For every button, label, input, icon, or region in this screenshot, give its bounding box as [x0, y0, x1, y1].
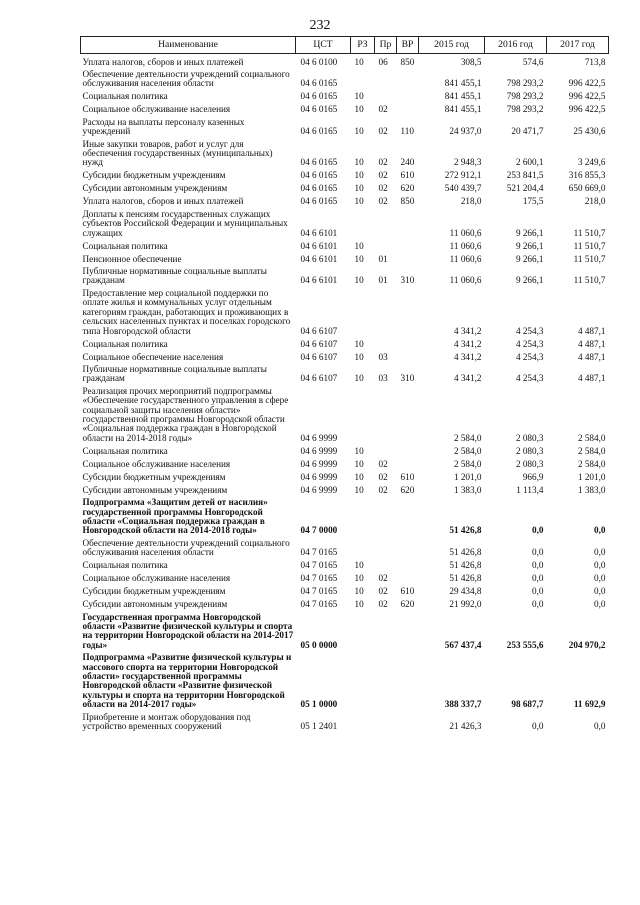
row-cst: 04 6 0165 [300, 104, 338, 115]
table-row [81, 349, 609, 362]
table-row [81, 181, 609, 194]
row-rz: 10 [354, 573, 364, 584]
row-2015: 218,0 [460, 196, 482, 207]
row-pr [375, 207, 397, 238]
table-row [81, 469, 609, 482]
row-2016: 4 254,3 [515, 351, 544, 362]
row-cst: 04 6 6107 [300, 373, 338, 384]
row-2017: 3 249,6 [577, 157, 606, 168]
row-2016: 0,0 [532, 525, 544, 536]
table-row [81, 650, 609, 709]
row-rz [351, 67, 375, 89]
table-row [81, 571, 609, 584]
header-cst: ЦСТ [296, 37, 351, 54]
row-rz [351, 495, 375, 536]
row-name: Субсидии автономным учреждениям [82, 484, 228, 495]
row-2017: 996 422,5 [568, 78, 606, 89]
row-vr [397, 456, 419, 469]
row-name: Публичные нормативные социальные выплаты гражданам [82, 363, 267, 384]
row-cst: 05 1 0000 [300, 699, 338, 710]
row-name: Субсидии автономным учреждениям [82, 599, 228, 610]
row-pr: 02 [378, 104, 388, 115]
row-cst: 04 7 0165 [300, 560, 338, 571]
row-cst: 04 7 0165 [300, 573, 338, 584]
row-2017: 11 510,7 [573, 240, 606, 251]
table-row [81, 456, 609, 469]
row-vr: 620 [400, 183, 415, 194]
row-rz: 10 [354, 91, 364, 102]
row-2015: 2 584,0 [453, 432, 482, 443]
row-2016: 253 841,5 [506, 170, 544, 181]
row-cst: 04 6 6107 [300, 351, 338, 362]
row-pr: 02 [378, 183, 388, 194]
row-cst: 04 6 0100 [300, 56, 338, 67]
row-pr: 03 [378, 351, 388, 362]
budget-table [80, 36, 609, 731]
row-2017: 4 487,1 [577, 338, 606, 349]
row-2016: 9 266,1 [515, 240, 544, 251]
row-name: Субсидии бюджетным учреждениям [82, 170, 226, 181]
row-pr [375, 67, 397, 89]
row-vr [397, 443, 419, 456]
row-rz: 10 [354, 458, 364, 469]
row-2017: 996 422,5 [568, 104, 606, 115]
row-pr [375, 238, 397, 251]
row-vr [397, 67, 419, 89]
row-2017: 0,0 [594, 547, 606, 558]
table-row [81, 710, 609, 732]
row-2017: 0,0 [594, 586, 606, 597]
row-2017: 11 510,7 [573, 275, 606, 286]
header-vr: ВР [397, 37, 419, 54]
row-2017: 1 383,0 [577, 484, 606, 495]
row-rz: 10 [354, 484, 364, 495]
row-vr: 310 [400, 275, 415, 286]
row-name: Обеспечение деятельности учреждений социального обслуживания населения области [82, 537, 290, 558]
table-row [81, 286, 609, 336]
row-2017: 11 510,7 [573, 253, 606, 264]
table-row [81, 597, 609, 610]
row-cst: 05 1 2401 [300, 721, 338, 732]
table-row [81, 102, 609, 115]
row-cst: 04 6 6101 [300, 227, 338, 238]
row-rz: 10 [354, 126, 364, 137]
row-2016: 0,0 [532, 547, 544, 558]
row-pr [375, 384, 397, 443]
table-row [81, 238, 609, 251]
table-row [81, 207, 609, 238]
row-2015: 29 434,8 [449, 586, 482, 597]
row-vr [397, 207, 419, 238]
row-cst: 04 6 9999 [300, 484, 338, 495]
row-2016: 0,0 [532, 573, 544, 584]
row-2017: 316 855,3 [568, 170, 606, 181]
row-2017: 2 584,0 [577, 432, 606, 443]
row-cst: 04 6 0165 [300, 91, 338, 102]
row-vr [397, 610, 419, 651]
row-2017: 2 584,0 [577, 445, 606, 456]
row-rz [351, 286, 375, 336]
row-cst: 04 7 0165 [300, 599, 338, 610]
row-cst: 04 6 0165 [300, 170, 338, 181]
row-name: Социальное обслуживание населения [82, 104, 231, 115]
row-pr [375, 336, 397, 349]
row-2016: 798 293,2 [506, 104, 544, 115]
row-name: Субсидии автономным учреждениям [82, 183, 228, 194]
row-2017: 0,0 [594, 573, 606, 584]
row-2016: 2 080,3 [515, 458, 544, 469]
row-pr: 02 [378, 484, 388, 495]
row-cst: 04 6 6101 [300, 275, 338, 286]
row-cst: 04 7 0165 [300, 586, 338, 597]
table-row [81, 362, 609, 384]
row-2016: 2 600,1 [515, 157, 544, 168]
row-2016: 574,6 [522, 56, 544, 67]
row-name: Пенсионное обеспечение [82, 253, 182, 264]
row-cst: 04 6 9999 [300, 471, 338, 482]
row-2015: 51 426,8 [449, 525, 482, 536]
row-rz [351, 207, 375, 238]
row-cst: 04 7 0165 [300, 547, 338, 558]
row-2015: 11 060,6 [449, 275, 482, 286]
row-rz: 10 [354, 599, 364, 610]
row-cst: 04 7 0000 [300, 525, 338, 536]
row-2017: 996 422,5 [568, 91, 606, 102]
table-row [81, 264, 609, 286]
row-rz [351, 610, 375, 651]
row-2015: 21 992,0 [449, 599, 482, 610]
row-rz [351, 536, 375, 558]
row-rz: 10 [354, 338, 364, 349]
row-vr: 850 [400, 56, 415, 67]
row-cst: 04 6 0165 [300, 196, 338, 207]
row-pr: 02 [378, 458, 388, 469]
row-2016: 98 687,7 [511, 699, 544, 710]
row-name: Иные закупки товаров, работ и услуг для обеспечения государственных (муниципальных) нужд [82, 138, 273, 168]
row-2015: 11 060,6 [449, 227, 482, 238]
row-pr [375, 286, 397, 336]
row-pr: 01 [378, 275, 388, 286]
row-2016: 798 293,2 [506, 78, 544, 89]
table-row [81, 54, 609, 68]
row-pr: 02 [378, 196, 388, 207]
table-row [81, 610, 609, 651]
row-rz: 10 [354, 253, 364, 264]
row-2017: 2 584,0 [577, 458, 606, 469]
row-rz: 10 [354, 351, 364, 362]
row-2016: 0,0 [532, 560, 544, 571]
table-row [81, 336, 609, 349]
row-2016: 2 080,3 [515, 432, 544, 443]
row-2015: 841 455,1 [444, 104, 482, 115]
row-vr [397, 336, 419, 349]
row-rz: 10 [354, 183, 364, 194]
row-name: Подпрограмма «Развитие физической культуры и массового спорта на территории Новгородской области» государственной программы Новгородской области «Развитие физической культуры и спорта на территории Новгородской области на 2014-2017 годы» [82, 652, 292, 710]
row-vr [397, 650, 419, 709]
row-rz: 10 [354, 196, 364, 207]
row-rz: 10 [354, 560, 364, 571]
table-row [81, 584, 609, 597]
header-pr: Пр [375, 37, 397, 54]
row-2017: 713,8 [584, 56, 606, 67]
row-vr: 850 [400, 196, 415, 207]
row-2015: 4 341,2 [453, 351, 482, 362]
row-vr [397, 238, 419, 251]
table-header-row [81, 37, 609, 54]
row-2015: 51 426,8 [449, 547, 482, 558]
row-pr [375, 536, 397, 558]
row-name: Социальное обслуживание населения [82, 458, 231, 469]
row-2016: 2 080,3 [515, 445, 544, 456]
row-2015: 567 437,4 [444, 639, 482, 650]
row-name: Обеспечение деятельности учреждений социального обслуживания населения области [82, 69, 290, 89]
header-2017: 2017 год [547, 37, 609, 54]
row-cst: 04 6 0165 [300, 126, 338, 137]
row-rz [351, 384, 375, 443]
row-2015: 841 455,1 [444, 91, 482, 102]
row-2015: 2 584,0 [453, 458, 482, 469]
row-pr: 03 [378, 373, 388, 384]
row-vr: 620 [400, 599, 415, 610]
row-rz: 10 [354, 56, 364, 67]
row-2017: 0,0 [594, 525, 606, 536]
table-body [81, 54, 609, 732]
row-2017: 1 201,0 [577, 471, 606, 482]
row-vr [397, 495, 419, 536]
row-rz [351, 710, 375, 732]
header-name: Наименование [81, 37, 296, 54]
row-cst: 04 6 6101 [300, 253, 338, 264]
row-pr [375, 89, 397, 102]
table-row [81, 443, 609, 456]
table-row [81, 168, 609, 181]
row-name: Социальное обслуживание населения [82, 573, 231, 584]
row-name: Субсидии бюджетным учреждениям [82, 586, 226, 597]
row-pr: 02 [378, 586, 388, 597]
row-2017: 4 487,1 [577, 351, 606, 362]
row-2016: 175,5 [522, 196, 544, 207]
row-2015: 4 341,2 [453, 325, 482, 336]
row-2016: 0,0 [532, 586, 544, 597]
row-vr [397, 286, 419, 336]
row-2015: 1 383,0 [453, 484, 482, 495]
row-2015: 24 937,0 [449, 126, 482, 137]
row-2015: 11 060,6 [449, 253, 482, 264]
row-pr: 06 [378, 56, 388, 67]
row-vr: 240 [400, 157, 415, 168]
header-2016: 2016 год [485, 37, 547, 54]
row-2016: 4 254,3 [515, 325, 544, 336]
row-2017: 0,0 [594, 560, 606, 571]
table-row [81, 558, 609, 571]
row-2015: 51 426,8 [449, 560, 482, 571]
row-cst: 04 6 9999 [300, 458, 338, 469]
row-name: Государственная программа Новгородской области «Развитие физической культуры и спорта на территории Новгородской области на 2014-2017 годы» [82, 611, 294, 650]
row-2015: 4 341,2 [453, 373, 482, 384]
row-name: Расходы на выплаты персоналу казенных учреждений [82, 116, 245, 137]
row-name: Доплаты к пенсиям государственных служащих субъектов Российской Федерации и муниципальных служащих [82, 208, 288, 238]
header-rz: РЗ [351, 37, 375, 54]
row-2017: 11 510,7 [573, 227, 606, 238]
row-name: Социальная политика [82, 91, 168, 102]
table-row [81, 89, 609, 102]
row-cst: 04 6 9999 [300, 432, 338, 443]
row-2017: 4 487,1 [577, 325, 606, 336]
row-cst: 04 6 0165 [300, 78, 338, 89]
row-2015: 272 912,1 [444, 170, 482, 181]
row-2017: 650 669,0 [568, 183, 606, 194]
row-rz: 10 [354, 157, 364, 168]
row-2017: 0,0 [594, 721, 606, 732]
row-2016: 798 293,2 [506, 91, 544, 102]
row-2016: 0,0 [532, 599, 544, 610]
row-vr [397, 251, 419, 264]
row-vr [397, 571, 419, 584]
row-2015: 1 201,0 [453, 471, 482, 482]
row-name: Социальная политика [82, 560, 168, 571]
row-vr [397, 349, 419, 362]
row-2015: 308,5 [460, 56, 482, 67]
row-2015: 2 948,3 [453, 157, 482, 168]
row-vr: 610 [400, 471, 415, 482]
row-cst: 04 6 6107 [300, 338, 338, 349]
row-name: Подпрограмма «Защитим детей от насилия» государственной программы Новгородской области «Социальная поддержка граждан в Новгородской области на 2014-2018 годы» [82, 497, 268, 536]
row-2015: 21 426,3 [449, 721, 482, 732]
row-rz: 10 [354, 104, 364, 115]
row-2015: 11 060,6 [449, 240, 482, 251]
row-2016: 20 471,7 [511, 126, 544, 137]
table-row [81, 194, 609, 207]
row-name: Социальная политика [82, 445, 168, 456]
row-2017: 11 692,9 [573, 699, 606, 710]
row-name: Социальное обеспечение населения [82, 351, 224, 362]
row-2015: 2 584,0 [453, 445, 482, 456]
row-2016: 9 266,1 [515, 253, 544, 264]
row-vr [397, 102, 419, 115]
table-row [81, 137, 609, 168]
row-pr: 02 [378, 471, 388, 482]
row-name: Уплата налогов, сборов и иных платежей [82, 196, 244, 207]
table-row [81, 384, 609, 443]
row-name: Реализация прочих мероприятий подпрограммы «Обеспечение государственного управления в сфере социальной защиты населения области» государственной программы Новгородской области «Социальная поддержка граждан в Новгородской области на 2014-2018 годы» [82, 385, 289, 443]
row-2017: 0,0 [594, 599, 606, 610]
row-rz: 10 [354, 240, 364, 251]
row-2015: 841 455,1 [444, 78, 482, 89]
row-pr: 02 [378, 170, 388, 181]
row-2017: 218,0 [584, 196, 606, 207]
table-row [81, 536, 609, 558]
row-2015: 388 337,7 [444, 699, 482, 710]
row-vr: 610 [400, 170, 415, 181]
row-cst: 04 6 6101 [300, 240, 338, 251]
row-pr: 02 [378, 573, 388, 584]
table-row [81, 115, 609, 137]
row-pr: 02 [378, 126, 388, 137]
row-2017: 25 430,6 [573, 126, 606, 137]
row-vr: 310 [400, 373, 415, 384]
row-2015: 540 439,7 [444, 183, 482, 194]
row-rz: 10 [354, 586, 364, 597]
row-2016: 521 204,4 [506, 183, 544, 194]
row-2015: 4 341,2 [453, 338, 482, 349]
row-vr [397, 384, 419, 443]
row-name: Приобретение и монтаж оборудования под устройство временных сооружений [82, 711, 251, 732]
table-row [81, 67, 609, 89]
row-2016: 9 266,1 [515, 275, 544, 286]
row-cst: 05 0 0000 [300, 639, 338, 650]
row-vr: 110 [400, 126, 414, 137]
table-row [81, 482, 609, 495]
row-rz: 10 [354, 445, 364, 456]
row-pr [375, 610, 397, 651]
row-cst: 04 6 0165 [300, 183, 338, 194]
row-2016: 9 266,1 [515, 227, 544, 238]
row-name: Социальная политика [82, 338, 168, 349]
row-name: Субсидии бюджетным учреждениям [82, 471, 226, 482]
row-rz [351, 650, 375, 709]
row-name: Предоставление мер социальной поддержки по оплате жилья и коммунальных услуг отдельным категориям граждан, работающих и проживающих в сельских населенных пунктах и поселках городского типа Новгородской области [82, 287, 291, 336]
row-vr [397, 558, 419, 571]
row-2016: 1 113,4 [516, 484, 544, 495]
row-2016: 4 254,3 [515, 338, 544, 349]
row-name: Уплата налогов, сборов и иных платежей [82, 56, 244, 67]
row-2016: 966,9 [522, 471, 544, 482]
row-pr: 02 [378, 157, 388, 168]
row-pr [375, 558, 397, 571]
row-rz: 10 [354, 373, 364, 384]
row-cst: 04 6 9999 [300, 445, 338, 456]
table-row [81, 495, 609, 536]
row-pr: 01 [378, 253, 388, 264]
row-rz: 10 [354, 170, 364, 181]
row-name: Публичные нормативные социальные выплаты гражданам [82, 266, 267, 286]
row-pr [375, 443, 397, 456]
row-vr: 610 [400, 586, 415, 597]
row-vr: 620 [400, 484, 415, 495]
page-number: 232 [309, 18, 331, 33]
row-vr [397, 89, 419, 102]
row-vr [397, 710, 419, 732]
row-vr [397, 536, 419, 558]
row-name: Социальная политика [82, 240, 168, 251]
row-rz: 10 [354, 275, 364, 286]
row-2016: 0,0 [532, 721, 544, 732]
row-pr [375, 650, 397, 709]
table-row [81, 251, 609, 264]
row-pr [375, 710, 397, 732]
row-cst: 04 6 0165 [300, 157, 338, 168]
row-2016: 253 555,6 [506, 639, 544, 650]
row-pr: 02 [378, 599, 388, 610]
row-2017: 204 970,2 [568, 639, 606, 650]
row-2015: 51 426,8 [449, 573, 482, 584]
row-rz: 10 [354, 471, 364, 482]
row-pr [375, 495, 397, 536]
row-2017: 4 487,1 [577, 373, 606, 384]
header-2015: 2015 год [419, 37, 485, 54]
row-cst: 04 6 6107 [300, 325, 338, 336]
row-2016: 4 254,3 [515, 373, 544, 384]
